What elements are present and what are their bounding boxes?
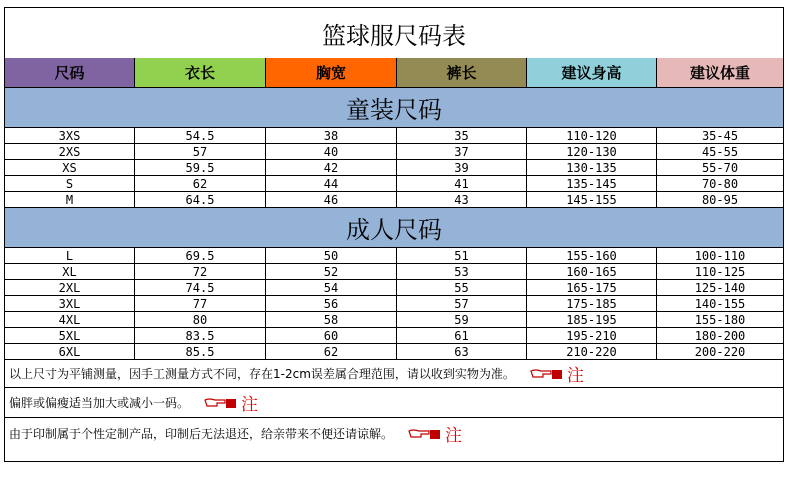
table-row	[5, 192, 783, 208]
table-cell: 77	[135, 296, 266, 311]
table-cell: 58	[266, 312, 397, 327]
table-cell: 135-145	[527, 176, 657, 191]
header-0: 尺码	[5, 58, 135, 88]
table-cell: 57	[135, 144, 266, 159]
table-cell: 175-185	[527, 296, 657, 311]
header-2: 胸宽	[266, 58, 397, 88]
table-cell: 200-220	[694, 344, 746, 359]
table-cell: 39	[397, 160, 527, 175]
table-cell: 61	[397, 328, 527, 343]
table-cell: 155-160	[527, 248, 657, 263]
chart-title: 篮球服尺码表	[5, 8, 783, 59]
table-cell: S	[5, 176, 135, 191]
table-cell: 64.5	[135, 192, 266, 207]
table-cell: 120-130	[527, 144, 657, 159]
table-cell: 80	[135, 312, 266, 327]
note-mark: 注	[566, 366, 584, 386]
table-cell: 40	[266, 144, 397, 159]
table-cell: 69.5	[135, 248, 266, 263]
note-text: 由于印制属于个性定制产品，印制后无法退还，给亲带来不便还请谅解。	[9, 427, 394, 441]
table-cell: 53	[397, 264, 527, 279]
note-mark: 注	[445, 426, 463, 446]
table-cell: 165-175	[527, 280, 657, 295]
table-cell: L	[5, 248, 135, 263]
table-cell: 2XL	[5, 280, 135, 295]
table-row	[5, 248, 783, 264]
table-row	[5, 328, 783, 344]
header-5: 建议体重	[657, 58, 783, 88]
table-cell: 72	[135, 264, 266, 279]
table-cell: 125-140	[694, 280, 746, 295]
table-row	[5, 312, 783, 328]
table-cell: 59	[397, 312, 527, 327]
header-1: 衣长	[135, 58, 266, 88]
table-cell: 63	[397, 344, 527, 359]
table-cell: 180-200	[694, 328, 746, 343]
table-cell: 110-125	[694, 264, 746, 279]
table-cell: 55	[397, 280, 527, 295]
note-row	[5, 388, 783, 418]
table-cell: 35	[397, 128, 527, 143]
table-cell: 44	[266, 176, 397, 191]
table-cell: 185-195	[527, 312, 657, 327]
table-cell: 38	[266, 128, 397, 143]
table-cell: 130-135	[527, 160, 657, 175]
table-cell: 35-45	[701, 128, 739, 143]
table-row	[5, 296, 783, 312]
table-cell: 83.5	[135, 328, 266, 343]
table-cell: 80-95	[701, 192, 739, 207]
section-title: 成人尺码	[5, 208, 783, 248]
table-cell: 52	[266, 264, 397, 279]
table-cell: 57	[397, 296, 527, 311]
pointing-hand-icon	[407, 421, 462, 446]
table-cell: 2XS	[5, 144, 135, 159]
table-cell: 41	[397, 176, 527, 191]
table-cell: 42	[266, 160, 397, 175]
note-text: 以上尺寸为平铺测量，因手工测量方式不同，存在1-2cm误差属合理范围，请以收到实物为准。	[9, 367, 515, 381]
table-cell: 46	[266, 192, 397, 207]
table-cell: 110-120	[527, 128, 657, 143]
table-cell: 54	[266, 280, 397, 295]
table-cell: 45-55	[701, 144, 739, 159]
table-cell: 85.5	[135, 344, 266, 359]
table-cell: 59.5	[135, 160, 266, 175]
table-cell: 155-180	[694, 312, 746, 327]
table-cell: 74.5	[135, 280, 266, 295]
table-cell: 43	[397, 192, 527, 207]
table-cell: 60	[266, 328, 397, 343]
table-cell: 62	[266, 344, 397, 359]
pointing-hand-icon	[529, 361, 584, 386]
table-cell: 50	[266, 248, 397, 263]
pointing-hand-icon	[203, 390, 258, 415]
table-cell: 51	[397, 248, 527, 263]
table-cell: XL	[5, 264, 135, 279]
note-row	[5, 360, 783, 388]
table-row	[5, 344, 783, 360]
table-row	[5, 160, 783, 176]
table-row	[5, 128, 783, 144]
table-cell: 160-165	[527, 264, 657, 279]
table-cell: 210-220	[527, 344, 657, 359]
header-4: 建议身高	[527, 58, 657, 88]
table-cell: 195-210	[527, 328, 657, 343]
table-row	[5, 280, 783, 296]
table-row	[5, 264, 783, 280]
table-cell: 37	[397, 144, 527, 159]
note-text: 偏胖或偏瘦适当加大或减小一码。	[9, 396, 190, 410]
table-cell: 145-155	[527, 192, 657, 207]
table-cell: 54.5	[135, 128, 266, 143]
section-title: 童装尺码	[5, 88, 783, 128]
table-cell: 4XL	[5, 312, 135, 327]
note-mark: 注	[241, 395, 259, 415]
table-cell: XS	[5, 160, 135, 175]
table-cell: M	[5, 192, 135, 207]
table-cell: 55-70	[701, 160, 739, 175]
table-row	[5, 176, 783, 192]
table-cell: 3XL	[5, 296, 135, 311]
table-cell: 140-155	[694, 296, 746, 311]
table-row	[5, 144, 783, 160]
table-cell: 56	[266, 296, 397, 311]
table-cell: 70-80	[701, 176, 739, 191]
table-cell: 5XL	[5, 328, 135, 343]
table-cell: 100-110	[694, 248, 746, 263]
table-cell: 6XL	[5, 344, 135, 359]
table-cell: 62	[135, 176, 266, 191]
table-cell: 3XS	[5, 128, 135, 143]
size-chart	[4, 7, 784, 462]
note-row	[5, 418, 783, 449]
header-3: 裤长	[397, 58, 527, 88]
